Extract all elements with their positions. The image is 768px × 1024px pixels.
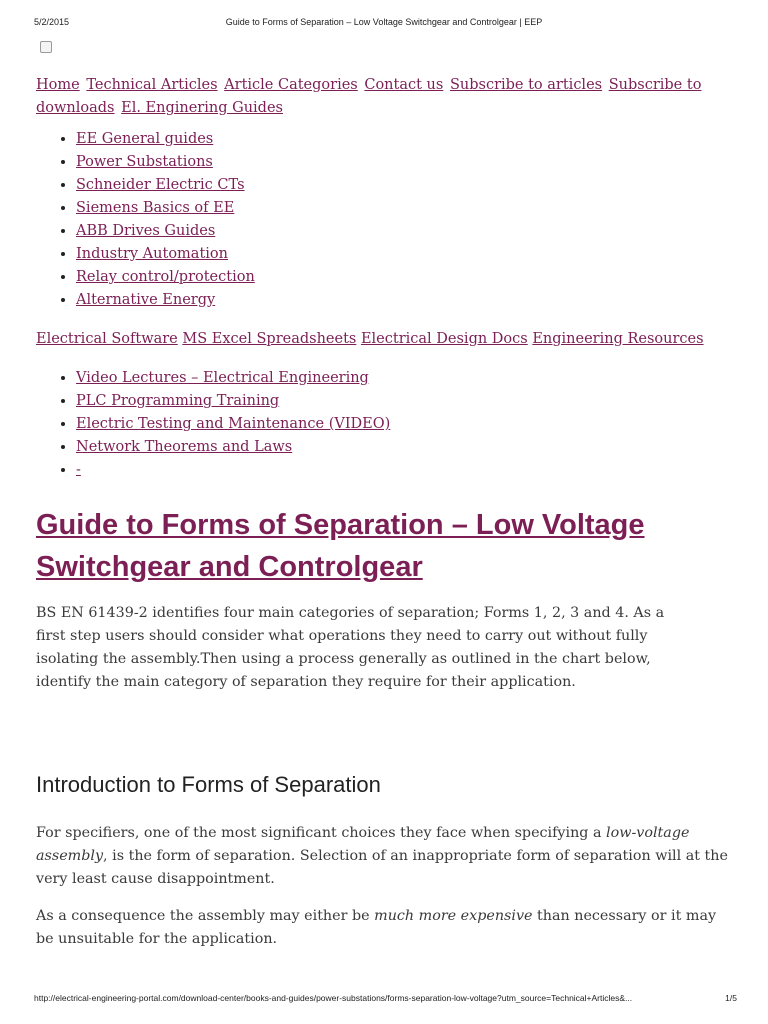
- nav-subscribe-articles[interactable]: Subscribe to articles: [449, 77, 603, 93]
- nav-design-docs[interactable]: Electrical Design Docs: [360, 331, 528, 347]
- list-item: [76, 289, 736, 312]
- emphasis-text: low-voltage assembly: [36, 825, 690, 864]
- page-content: [36, 74, 736, 951]
- page-number: 1/5: [725, 993, 737, 1003]
- nav-contact-us[interactable]: Contact us: [364, 77, 444, 93]
- list-item: [76, 243, 736, 266]
- paragraph-text: As a consequence the assembly may either be: [36, 908, 375, 924]
- guide-link-ee-general[interactable]: EE General guides: [76, 131, 214, 147]
- list-item: [76, 266, 736, 289]
- nav-engineering-resources[interactable]: Engineering Resources: [532, 331, 704, 347]
- article-title: [36, 504, 736, 588]
- paragraph-text: than necessary or it may be unsuitable for the application.: [36, 908, 717, 947]
- nav-ms-excel[interactable]: MS Excel Spreadsheets: [182, 331, 357, 347]
- list-item: [76, 390, 736, 413]
- nav-home[interactable]: Home: [36, 77, 80, 93]
- list-item: [76, 128, 736, 151]
- paragraph-text: For specifiers, one of the most significant choices they face when specifying a: [36, 825, 607, 841]
- guide-link-relay-control[interactable]: Relay control/protection: [76, 269, 255, 285]
- list-item: [76, 220, 736, 243]
- paragraph-text: , is the form of separation. Selection of an inappropriate form of separation will at the very least cause disappointment.: [36, 848, 728, 887]
- print-title: Guide to Forms of Separation – Low Voltage Switchgear and Controlgear | EEP: [225, 17, 543, 27]
- checkbox[interactable]: [40, 41, 52, 53]
- list-item: [76, 151, 736, 174]
- guide-link-abb-drives[interactable]: ABB Drives Guides: [76, 223, 216, 239]
- resource-link-network-theorems[interactable]: Network Theorems and Laws: [76, 439, 293, 455]
- resources-nav: [36, 328, 736, 351]
- resource-link-plc-training[interactable]: PLC Programming Training: [76, 393, 280, 409]
- guide-link-industry-automation[interactable]: Industry Automation: [76, 246, 228, 262]
- resources-list: [36, 367, 736, 482]
- nav-technical-articles[interactable]: Technical Articles: [86, 77, 218, 93]
- section-heading: Introduction to Forms of Separation: [36, 772, 381, 797]
- list-item: [76, 413, 736, 436]
- list-item: [76, 174, 736, 197]
- nav-subscribe-downloads[interactable]: Subscribe to downloads: [36, 77, 702, 116]
- list-item: [76, 436, 736, 459]
- paragraph-specifiers: [36, 822, 736, 891]
- print-url: http://electrical-engineering-portal.com/download-center/books-and-guides/power-substations/forms-separation-low-voltage?utm_source=Technical+Articles&...: [34, 993, 633, 1003]
- print-header: [0, 17, 768, 31]
- guide-link-power-substations[interactable]: Power Substations: [76, 154, 213, 170]
- resource-link-dash[interactable]: -: [76, 462, 81, 478]
- top-nav: [36, 74, 736, 120]
- resource-link-video-lectures[interactable]: Video Lectures – Electrical Engineering: [76, 370, 369, 386]
- nav-el-engineering-guides[interactable]: El. Enginering Guides: [121, 100, 283, 116]
- list-item: [76, 197, 736, 220]
- guide-link-alternative-energy[interactable]: Alternative Energy: [76, 292, 216, 308]
- resource-link-testing-maintenance[interactable]: Electric Testing and Maintenance (VIDEO): [76, 416, 391, 432]
- intro-paragraph: BS EN 61439-2 identifies four main categories of separation; Forms 1, 2, 3 and 4. As a first step users should consider what operations they need to carry out without fully isolating the assembly.Then using a process generally as outlined in the chart below, identify the main category of separation they require for their application.: [36, 605, 665, 690]
- emphasis-text: much more expensive: [374, 908, 533, 924]
- guides-list: [36, 128, 736, 312]
- list-item: [76, 459, 736, 482]
- guide-link-siemens-basics[interactable]: Siemens Basics of EE: [76, 200, 235, 216]
- nav-article-categories[interactable]: Article Categories: [224, 77, 358, 93]
- list-item: [76, 367, 736, 390]
- paragraph-consequence: [36, 905, 736, 951]
- nav-electrical-software[interactable]: Electrical Software: [36, 331, 178, 347]
- print-date: 5/2/2015: [34, 17, 70, 27]
- article-title-link[interactable]: Guide to Forms of Separation – Low Voltage Switchgear and Controlgear: [36, 509, 645, 583]
- print-footer: [0, 993, 768, 1007]
- guide-link-schneider-cts[interactable]: Schneider Electric CTs: [76, 177, 245, 193]
